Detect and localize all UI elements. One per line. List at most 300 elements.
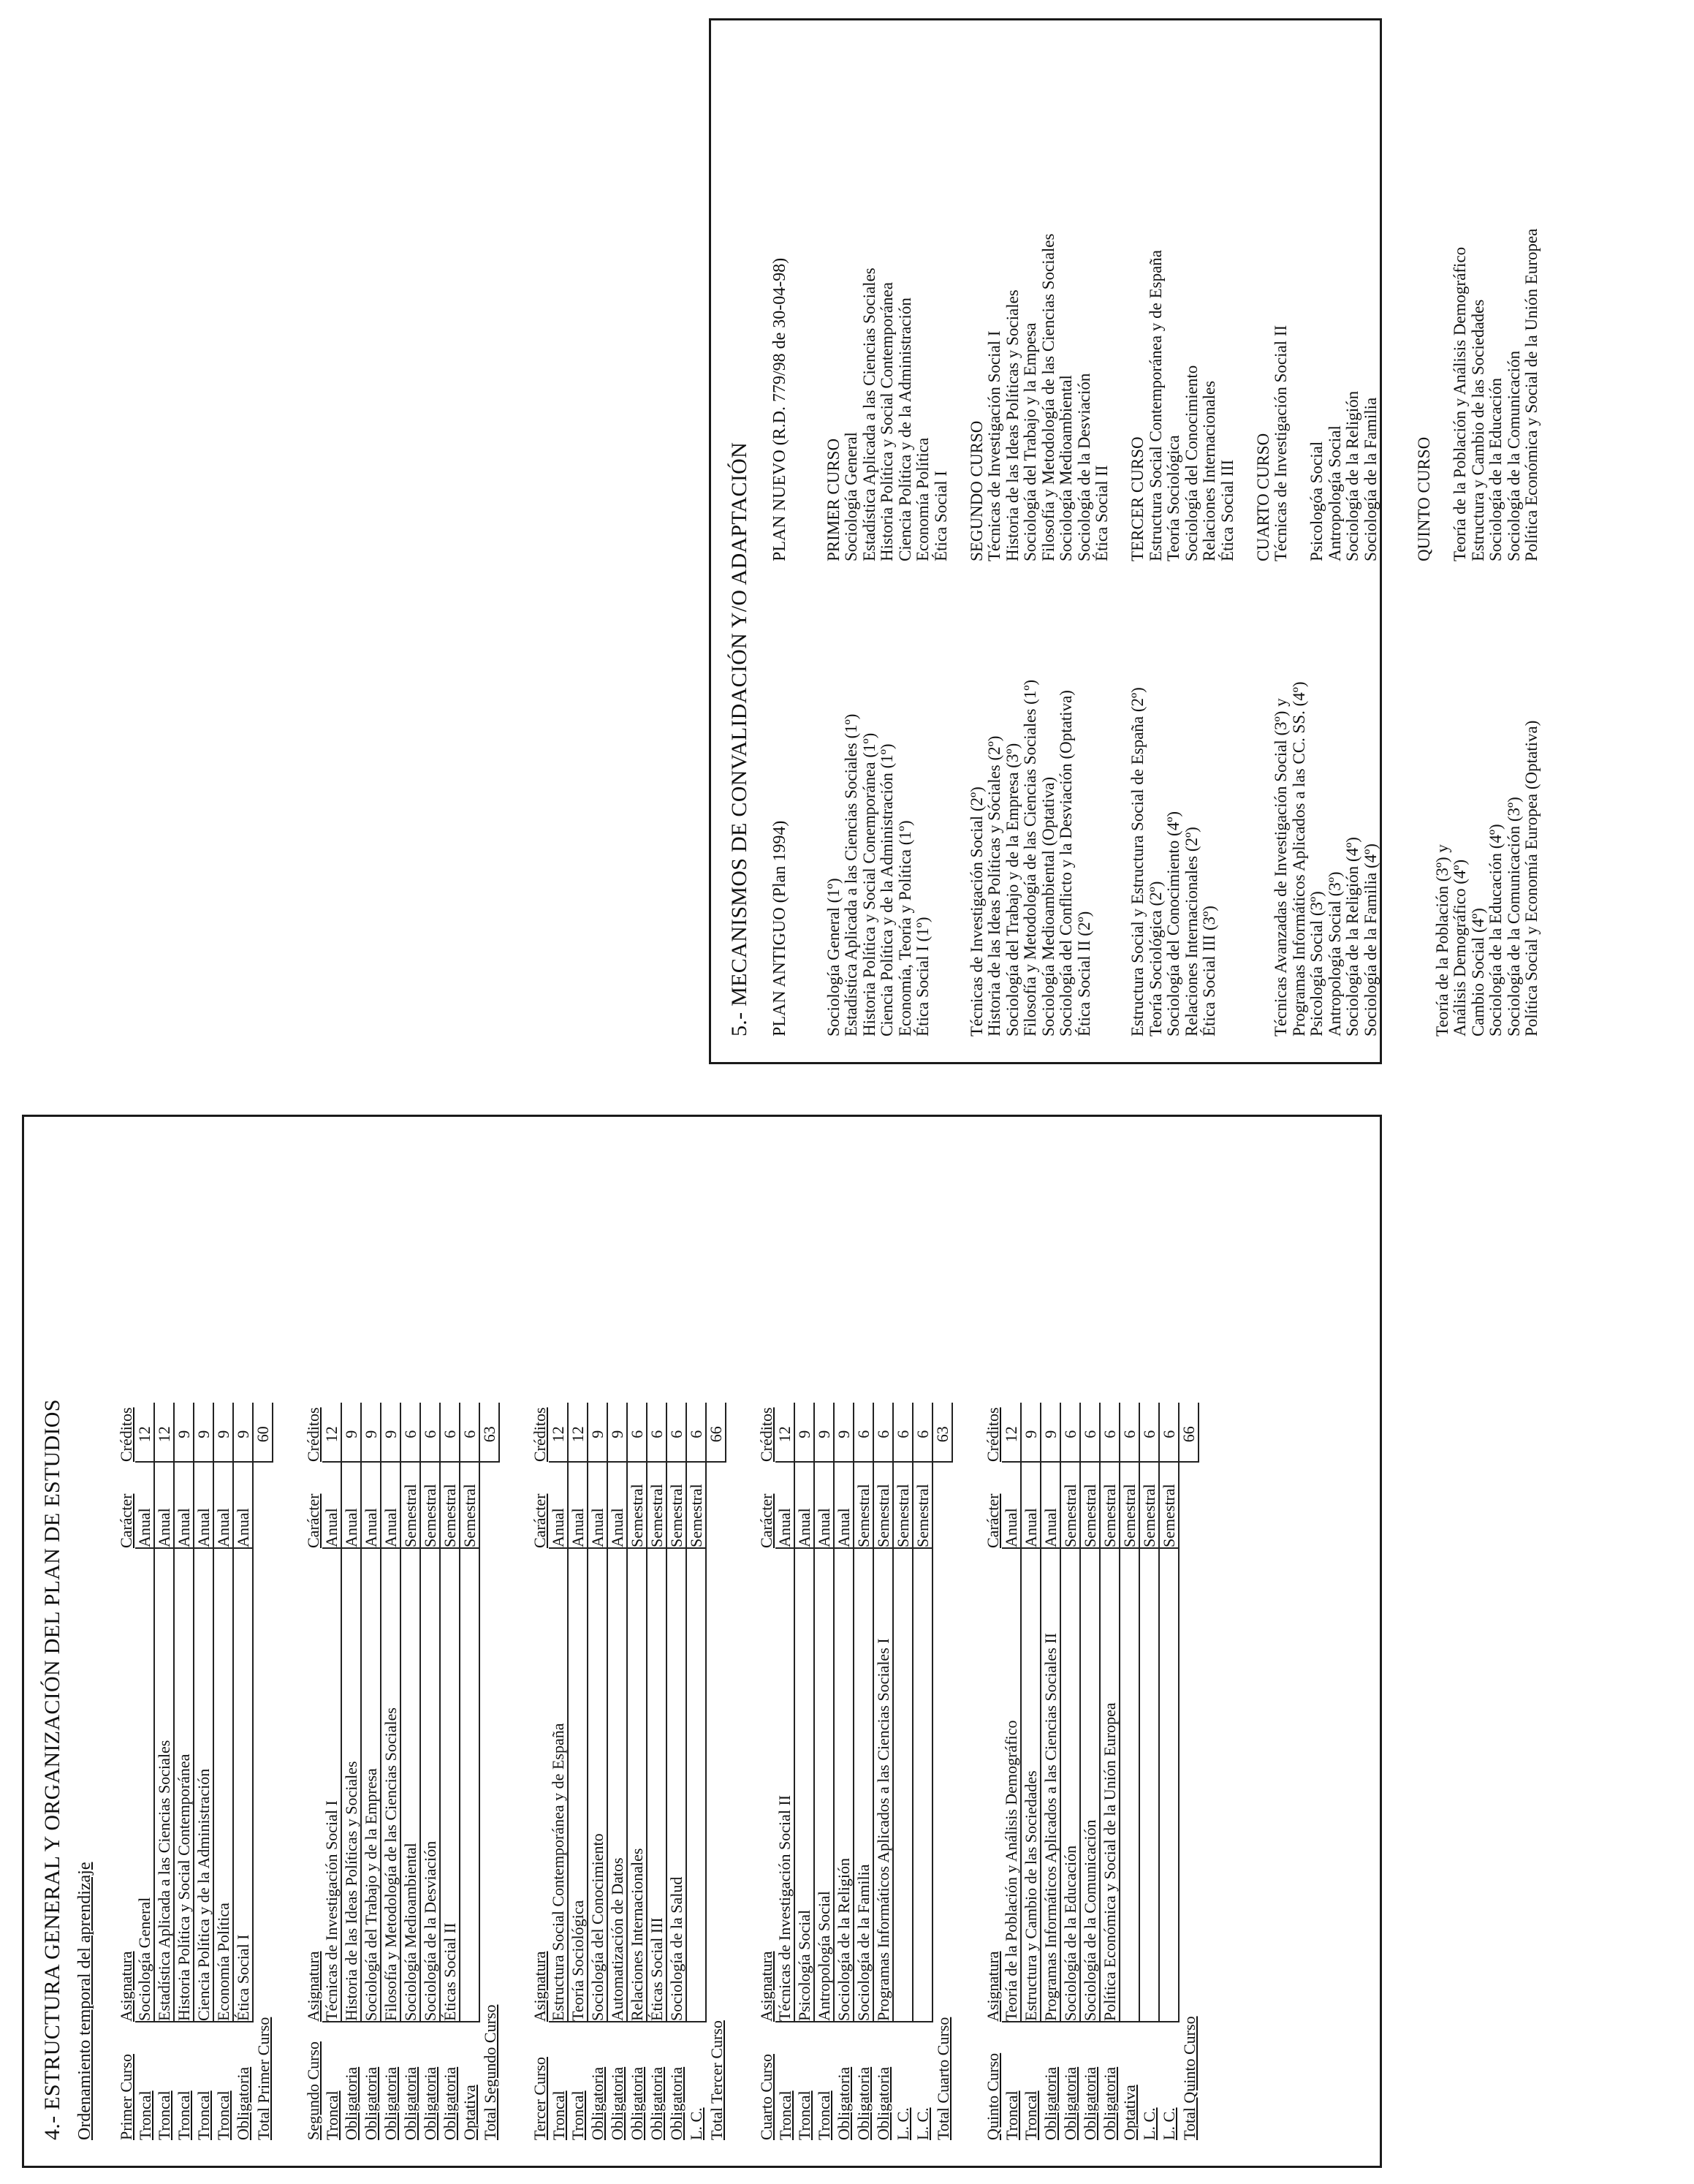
old-plan-line: Sociología de la Familia (4º) <box>1361 843 1380 1036</box>
row-type: Semestral <box>873 1462 893 1548</box>
convalidation-panel <box>709 18 1541 1064</box>
row-credits: 6 <box>873 1403 893 1462</box>
new-plan-line: Teoría de la Población y Análisis Demográfico <box>1451 246 1469 561</box>
type-header: Carácter <box>757 1493 775 1548</box>
row-category: Obligatoria <box>1081 2066 1099 2140</box>
row-type: Semestral <box>400 1462 420 1548</box>
old-plan-line: Ética Social III (3º) <box>1200 906 1218 1036</box>
course-year-header: Tercer Curso <box>531 2057 549 2140</box>
course-table-header <box>300 1403 322 2140</box>
row-credits: 9 <box>814 1403 834 1462</box>
total-row <box>1179 1403 1199 2140</box>
row-subject: Teoría de la Población y Análisis Demográfico <box>1002 1548 1021 2022</box>
new-plan-line: Estadística Aplicada a las Ciencias Sociales <box>859 268 878 561</box>
blank-line <box>950 35 968 561</box>
total-credits: 63 <box>933 1403 952 1462</box>
row-type: Anual <box>1041 1462 1060 1548</box>
total-row <box>933 1403 952 2140</box>
row-category: Obligatoria <box>1101 2066 1119 2140</box>
row-subject: Filosofía y Metodología de las Ciencias Sociales <box>381 1548 400 2022</box>
blank-line <box>1255 561 1273 1036</box>
table-row <box>913 1403 933 2140</box>
total-credits: 60 <box>253 1403 273 1462</box>
old-plan-line: Sociología del Conflicto y la Desviación (Optativa) <box>1057 690 1075 1036</box>
blank-line <box>789 561 808 1036</box>
new-plan-line: Ética Social III <box>1218 459 1237 561</box>
row-type: Semestral <box>854 1462 873 1548</box>
row-category: Troncal <box>775 2090 794 2140</box>
row-type: Semestral <box>666 1462 686 1548</box>
blank-line <box>807 35 825 561</box>
blank-line <box>1398 561 1416 1036</box>
row-type: Anual <box>588 1462 607 1548</box>
convalidation-columns <box>771 20 1541 1036</box>
row-subject <box>913 1548 933 2022</box>
row-subject: Automatización de Datos <box>607 1548 627 2022</box>
row-category: Troncal <box>194 2090 213 2140</box>
table-row <box>607 1403 627 2140</box>
row-credits: 9 <box>194 1403 213 1462</box>
blank-line <box>1093 561 1112 1036</box>
row-type: Semestral <box>1120 1462 1139 1548</box>
credits-header: Créditos <box>304 1407 322 1462</box>
new-plan-line: Sociología de la Familia <box>1361 397 1380 561</box>
table-row <box>361 1403 381 2140</box>
study-plan-subtitle: Ordenamiento temporal del aprendizaje <box>75 1862 94 2140</box>
row-subject <box>1139 1548 1159 2022</box>
table-row <box>686 1403 706 2140</box>
row-type: Anual <box>834 1462 854 1548</box>
row-credits: 12 <box>549 1403 568 1462</box>
total-label: Total Cuarto Curso <box>933 2017 952 2140</box>
table-row <box>400 1403 420 2140</box>
total-label: Total Tercer Curso <box>707 2020 726 2140</box>
row-credits: 12 <box>135 1403 154 1462</box>
course-table-header <box>979 1403 1002 2140</box>
total-credits: 63 <box>479 1403 499 1462</box>
row-credits: 6 <box>627 1403 647 1462</box>
old-plan-line: Ética Social I (1º) <box>914 917 932 1036</box>
old-plan-line: Historia Política y Social Conemporánea (1º) <box>859 732 878 1036</box>
subject-header: Asignatura <box>531 1951 549 2022</box>
row-subject <box>686 1548 706 2022</box>
row-category: Obligatoria <box>667 2066 685 2140</box>
table-row <box>549 1403 568 2140</box>
convalidation-title: 5.- MECANISMOS DE CONVALIDACIÓN Y/O ADAPTACIÓN <box>727 441 751 1036</box>
row-category: L. C. <box>1160 2107 1178 2140</box>
new-plan-line: Estructura Social Contemporánea y de España <box>1146 250 1165 561</box>
row-credits: 6 <box>1060 1403 1080 1462</box>
blank-line <box>1112 561 1130 1036</box>
row-category: L. C. <box>894 2107 912 2140</box>
row-category: Obligatoria <box>588 2066 607 2140</box>
row-type: Anual <box>568 1462 588 1548</box>
row-subject: Sociología de la Comunicación <box>1080 1548 1100 2022</box>
new-plan-line: Psicologóa Social <box>1307 441 1326 561</box>
total-label: Total Segundo Curso <box>480 2004 499 2140</box>
row-subject: Teoría Sociológica <box>568 1548 588 2022</box>
course-table-header <box>526 1403 549 2140</box>
old-plan-line: Ciencia Política y de la Administración (1º) <box>878 743 896 1036</box>
row-category: Troncal <box>175 2090 193 2140</box>
table-row <box>568 1403 588 2140</box>
table-row <box>1139 1403 1159 2140</box>
old-plan-line: Política Social y Economía Europea (Optativa) <box>1522 720 1541 1036</box>
row-category: Obligatoria <box>1041 2066 1060 2140</box>
row-type: Semestral <box>420 1462 440 1548</box>
new-plan-line: Sociología de la Desviación <box>1074 373 1093 561</box>
credits-header: Créditos <box>984 1407 1002 1462</box>
row-credits: 9 <box>1021 1403 1041 1462</box>
row-subject: Sociología de la Salud <box>666 1548 686 2022</box>
row-credits: 9 <box>174 1403 194 1462</box>
total-credits: 66 <box>1179 1403 1199 1462</box>
row-credits: 12 <box>1002 1403 1021 1462</box>
new-plan-line: Ciencia Política y de la Administración <box>895 297 914 561</box>
row-credits: 6 <box>913 1403 933 1462</box>
table-row <box>775 1403 794 2140</box>
row-category: Troncal <box>795 2090 813 2140</box>
row-credits: 6 <box>460 1403 479 1462</box>
row-subject <box>893 1548 913 2022</box>
row-category: Obligatoria <box>874 2066 892 2140</box>
row-credits: 6 <box>647 1403 666 1462</box>
old-plan-line: Sociología de la Religión (4º) <box>1343 837 1361 1036</box>
row-subject: Sociología de la Religión <box>834 1548 854 2022</box>
old-plan-line: Técnicas Avanzadas de Investigación Social (3º) y <box>1272 698 1290 1036</box>
new-plan-line: Sociología del Conocimiento <box>1182 365 1201 561</box>
row-type: Semestral <box>1060 1462 1080 1548</box>
section-gap <box>726 1117 753 2162</box>
row-credits: 9 <box>381 1403 400 1462</box>
row-type: Semestral <box>627 1462 647 1548</box>
old-plan-line: Sociología del Trabajo y de la Empresa (3º) <box>1003 743 1022 1036</box>
course-year-header: Segundo Curso <box>304 2041 322 2140</box>
row-type: Semestral <box>913 1462 933 1548</box>
row-credits: 9 <box>834 1403 854 1462</box>
table-row <box>460 1403 479 2140</box>
credits-header: Créditos <box>757 1407 775 1462</box>
new-plan-column <box>771 35 1541 561</box>
new-plan-line: Estructura y Cambio de las Sociedades <box>1468 299 1487 561</box>
old-plan-line: Estructura Social y Estructura Social de España (2º) <box>1128 687 1147 1036</box>
row-subject: Historia Política y Social Contemporánea <box>174 1548 194 2022</box>
course-table <box>526 1403 726 2140</box>
old-plan-line: Sociología de la Educación (4º) <box>1486 824 1505 1036</box>
row-credits: 6 <box>854 1403 873 1462</box>
row-category: Optativa <box>1120 2085 1139 2140</box>
course-year-header: Primer Curso <box>117 2054 135 2140</box>
old-plan-line: Ética Social II (2º) <box>1074 911 1093 1036</box>
new-plan-line: CUARTO CURSO <box>1253 433 1272 561</box>
new-plan-line: Política Económica y Social de la Unión Europea <box>1522 228 1541 561</box>
type-header: Carácter <box>304 1493 322 1548</box>
table-row <box>341 1403 361 2140</box>
subject-header: Asignatura <box>117 1951 135 2022</box>
row-category: Obligatoria <box>835 2066 853 2140</box>
row-category: Obligatoria <box>421 2066 439 2140</box>
old-plan-line: Teoría de la Población (3º) y <box>1432 844 1451 1036</box>
row-credits: 9 <box>361 1403 381 1462</box>
table-row <box>135 1403 154 2140</box>
old-plan-line: Economía, Teoría y Política (1º) <box>895 820 914 1036</box>
row-category: Troncal <box>214 2090 232 2140</box>
table-row <box>1159 1403 1179 2140</box>
table-row <box>893 1403 913 2140</box>
new-plan-list <box>789 35 1541 561</box>
credits-header: Créditos <box>117 1407 135 1462</box>
blank-line <box>1291 35 1309 561</box>
row-type: Anual <box>381 1462 400 1548</box>
total-credits: 66 <box>706 1403 726 1462</box>
row-category: Obligatoria <box>628 2066 646 2140</box>
row-subject: Sociología General <box>135 1548 154 2022</box>
study-plan-panel <box>22 1115 1382 2168</box>
row-subject: Ciencia Política y de la Administración <box>194 1548 213 2022</box>
row-category: Optativa <box>460 2085 479 2140</box>
row-type: Anual <box>322 1462 341 1548</box>
blank-line <box>1416 561 1434 1036</box>
total-row <box>253 1403 273 2140</box>
blank-line <box>1380 561 1398 1036</box>
row-type: Anual <box>361 1462 381 1548</box>
new-plan-line: Sociología de la Educación <box>1486 377 1505 561</box>
row-type: Anual <box>775 1462 794 1548</box>
blank-line <box>1219 561 1237 1036</box>
row-subject: Sociología de la Familia <box>854 1548 873 2022</box>
old-plan-line: Análisis Demográfico (4º) <box>1451 859 1469 1036</box>
new-plan-line: Historia de las Ideas Políticas y Sociales <box>1003 289 1022 561</box>
blank-line <box>1380 35 1398 561</box>
new-plan-line: Antropología Social <box>1325 425 1344 561</box>
row-type: Semestral <box>686 1462 706 1548</box>
subject-header: Asignatura <box>304 1951 322 2022</box>
credits-header: Créditos <box>531 1407 549 1462</box>
course-table <box>300 1403 500 2140</box>
new-plan-line: Historia Política y Social Contemporánea <box>878 282 896 561</box>
type-header: Carácter <box>117 1493 135 1548</box>
old-plan-header: PLAN ANTIGUO (Plan 1994) <box>770 820 789 1036</box>
table-row <box>213 1403 233 2140</box>
row-subject <box>460 1548 479 2022</box>
blank-line <box>1434 35 1452 561</box>
row-type: Semestral <box>440 1462 460 1548</box>
row-type: Anual <box>194 1462 213 1548</box>
old-plan-line: Sociología del Conocimiento (4º) <box>1164 811 1182 1036</box>
row-type: Anual <box>135 1462 154 1548</box>
row-subject: Antropología Social <box>814 1548 834 2022</box>
table-row <box>834 1403 854 2140</box>
row-credits: 9 <box>588 1403 607 1462</box>
row-credits: 6 <box>1159 1403 1179 1462</box>
table-row <box>647 1403 666 2140</box>
total-label: Total Quinto Curso <box>1180 2016 1199 2140</box>
row-subject: Sociología del Trabajo y de la Empresa <box>361 1548 381 2022</box>
row-category: Obligatoria <box>381 2066 400 2140</box>
new-plan-line: Economía Política <box>914 437 932 561</box>
blank-line <box>807 561 825 1036</box>
table-row <box>381 1403 400 2140</box>
course-table-header <box>753 1403 775 2140</box>
row-type: Anual <box>233 1462 253 1548</box>
table-row <box>1021 1403 1041 2140</box>
new-plan-line: TERCER CURSO <box>1128 436 1147 561</box>
row-credits: 6 <box>1139 1403 1159 1462</box>
old-plan-line: Sociología Medioambiental (Optativa) <box>1038 776 1057 1036</box>
table-row <box>194 1403 213 2140</box>
row-credits: 6 <box>1100 1403 1120 1462</box>
row-subject <box>1120 1548 1139 2022</box>
row-type: Anual <box>213 1462 233 1548</box>
row-subject: Técnicas de Investigación Social II <box>775 1548 794 2022</box>
table-row <box>440 1403 460 2140</box>
row-category: Obligatoria <box>647 2066 666 2140</box>
row-credits: 6 <box>666 1403 686 1462</box>
new-plan-line: Sociología de la Religión <box>1343 390 1361 561</box>
section-gap <box>953 1117 979 2162</box>
table-row <box>233 1403 253 2140</box>
table-row <box>666 1403 686 2140</box>
row-subject: Programas Informáticos Aplicados a las Ciencias Sociales I <box>873 1548 893 2022</box>
table-row <box>627 1403 647 2140</box>
new-plan-line: Técnicas de Investigación Social I <box>985 330 1003 561</box>
row-type: Anual <box>549 1462 568 1548</box>
old-plan-line: Técnicas de Investigación Social (2º) <box>967 786 986 1036</box>
row-subject: Sociología de la Educación <box>1060 1548 1080 2022</box>
row-credits: 12 <box>154 1403 174 1462</box>
row-type: Semestral <box>1080 1462 1100 1548</box>
row-type: Anual <box>1021 1462 1041 1548</box>
row-type: Semestral <box>1159 1462 1179 1548</box>
table-row <box>854 1403 873 2140</box>
blank-line <box>1237 35 1255 561</box>
row-subject: Éticas Social III <box>647 1548 666 2022</box>
table-row <box>322 1403 341 2140</box>
blank-line <box>1112 35 1130 561</box>
row-category: Obligatoria <box>362 2066 380 2140</box>
row-category: L. C. <box>687 2107 705 2140</box>
section-gap <box>95 1117 113 2162</box>
row-category: Troncal <box>322 2090 341 2140</box>
table-row <box>588 1403 607 2140</box>
new-plan-line: Sociología Medioambiental <box>1057 375 1075 561</box>
old-plan-line: Programas Informáticos Aplicados a las CC. SS. (4º) <box>1289 681 1308 1036</box>
blank-line <box>933 561 951 1036</box>
row-credits: 9 <box>607 1403 627 1462</box>
new-plan-line: Sociología del Trabajo y la Empesa <box>1021 322 1039 561</box>
course-table-header <box>113 1403 135 2140</box>
table-row <box>174 1403 194 2140</box>
new-plan-line: Relaciones Internacionales <box>1200 380 1218 561</box>
course-table <box>113 1403 273 2140</box>
row-category: Obligatoria <box>1061 2066 1079 2140</box>
new-plan-line: Teoría Sociológica <box>1164 435 1182 561</box>
old-plan-list <box>789 561 1541 1036</box>
old-plan-line: Estadística Aplicada a las Ciencias Sociales (1º) <box>842 713 860 1036</box>
total-label: Total Primer Curso <box>254 2017 273 2140</box>
row-credits: 6 <box>420 1403 440 1462</box>
row-subject: Estructura y Cambio de las Sociedades <box>1021 1548 1041 2022</box>
row-subject: Estructura Social Contemporánea y de España <box>549 1548 568 2022</box>
row-category: Troncal <box>569 2090 587 2140</box>
row-subject: Ética Social I <box>233 1548 253 2022</box>
row-category: L. C. <box>914 2107 932 2140</box>
old-plan-line: Historia de las Ideas Políticas y Sóciales (2º) <box>985 735 1003 1036</box>
old-plan-line: Sociología de la Comunicación (3º) <box>1504 797 1523 1036</box>
table-row <box>814 1403 834 2140</box>
old-plan-line: Relaciones Internacionales (2º) <box>1182 827 1201 1036</box>
convalidation-content <box>711 20 1541 1058</box>
row-category: Troncal <box>135 2090 154 2140</box>
row-type: Semestral <box>1100 1462 1120 1548</box>
course-table <box>979 1403 1199 2140</box>
row-type: Anual <box>154 1462 174 1548</box>
row-category: Obligatoria <box>441 2066 459 2140</box>
row-credits: 12 <box>322 1403 341 1462</box>
row-credits: 9 <box>233 1403 253 1462</box>
row-subject: Estadística Aplicada a las Ciencias Sociales <box>154 1548 174 2022</box>
new-plan-line: QUINTO CURSO <box>1415 436 1433 561</box>
row-credits: 6 <box>440 1403 460 1462</box>
row-credits: 6 <box>1080 1403 1100 1462</box>
row-type: Semestral <box>647 1462 666 1548</box>
row-credits: 9 <box>213 1403 233 1462</box>
blank-line <box>950 561 968 1036</box>
total-row <box>706 1403 726 2140</box>
blank-line <box>1237 561 1255 1036</box>
row-subject: Economía Política <box>213 1548 233 2022</box>
study-plan-title: 4.- ESTRUCTURA GENERAL Y ORGANIZACIÓN DEL PLAN DE ESTUDIOS <box>40 1399 64 2140</box>
row-subject: Psicología Social <box>794 1548 814 2022</box>
row-subject: Programas Informáticos Aplicados a las Ciencias Sociales II <box>1041 1548 1060 2022</box>
row-category: Obligatoria <box>234 2066 252 2140</box>
row-subject: Historia de las Ideas Políticas y Sociales <box>341 1548 361 2022</box>
old-plan-line: Teoría Sociológica (2º) <box>1146 881 1165 1036</box>
row-credits: 9 <box>341 1403 361 1462</box>
row-credits: 6 <box>1120 1403 1139 1462</box>
row-subject: Relaciones Internacionales <box>627 1548 647 2022</box>
row-type: Anual <box>794 1462 814 1548</box>
row-credits: 6 <box>686 1403 706 1462</box>
row-category: Obligatoria <box>401 2066 419 2140</box>
row-credits: 9 <box>1041 1403 1060 1462</box>
blank-line <box>789 35 808 561</box>
type-header: Carácter <box>531 1493 549 1548</box>
course-tables <box>95 1117 1199 2162</box>
row-subject: Política Económica y Social de la Unión Europea <box>1100 1548 1120 2022</box>
old-plan-column <box>771 561 1541 1036</box>
row-category: L. C. <box>1140 2107 1158 2140</box>
row-subject <box>1159 1548 1179 2022</box>
row-type: Anual <box>1002 1462 1021 1548</box>
new-plan-header: PLAN NUEVO (R.D. 779/98 de 30-04-98) <box>770 257 789 561</box>
row-credits: 9 <box>794 1403 814 1462</box>
new-plan-line: Técnicas de Investigación Social II <box>1272 325 1290 561</box>
row-credits: 12 <box>568 1403 588 1462</box>
new-plan-line: Ética Social I <box>931 471 950 561</box>
blank-line <box>1398 35 1416 561</box>
row-category: Troncal <box>549 2090 568 2140</box>
row-category: Troncal <box>815 2090 833 2140</box>
course-year-header: Cuarto Curso <box>757 2054 775 2140</box>
table-row <box>1060 1403 1080 2140</box>
new-plan-line: Sociología de la Comunicación <box>1504 350 1523 561</box>
section-gap <box>273 1117 300 2162</box>
row-credits: 12 <box>775 1403 794 1462</box>
type-header: Carácter <box>984 1493 1002 1548</box>
table-row <box>154 1403 174 2140</box>
new-plan-line: Filosofía y Metodología de las Ciencias Sociales <box>1038 233 1057 561</box>
